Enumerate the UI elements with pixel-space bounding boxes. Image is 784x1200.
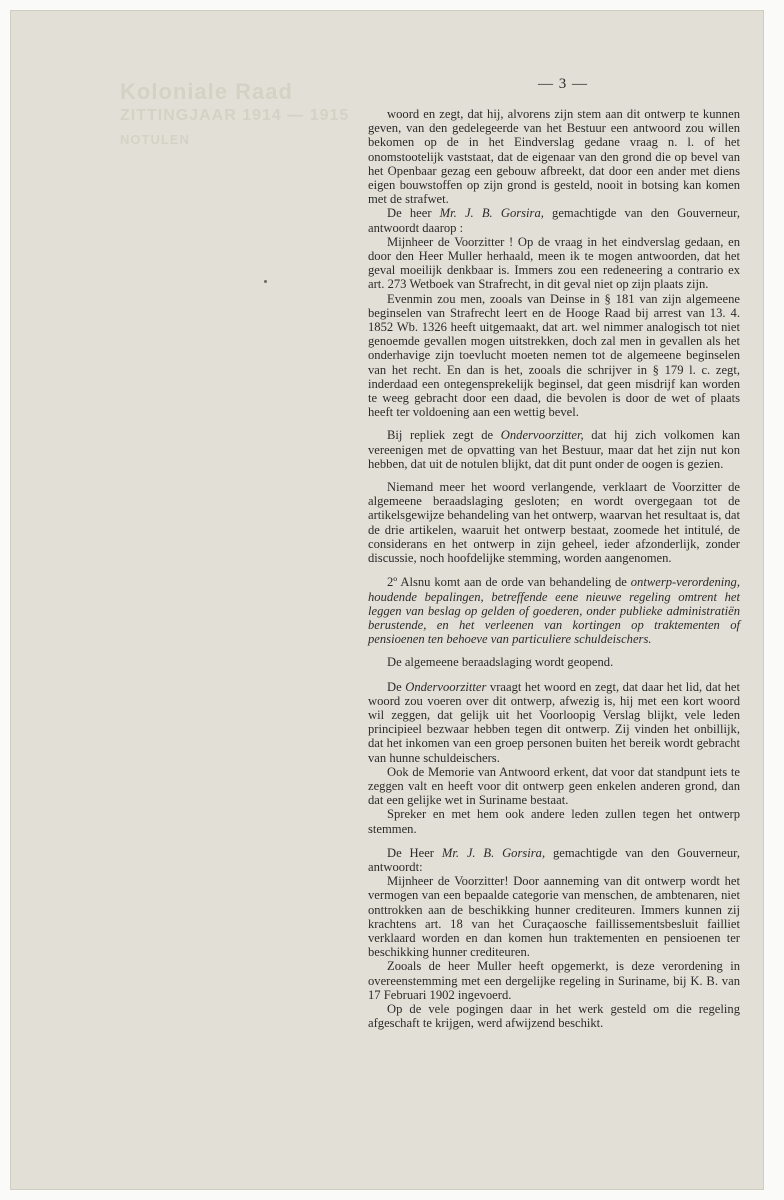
text-run: vraagt het woord en zegt, dat daar het lid, dat het woord zou voeren over dit ontwerp, afwezig is, hij met een kort woord wil zeggen, dat gelijk uit het Voorloopig Verslag blijkt, vele leden principieel bezwaar hebben tegen dit ontwerp. Zij vinden het onbillijk, dat het inkomen van een groep personen buiten het bereik wordt gebracht van hunne schuldeischers.	[368, 679, 740, 765]
italic-run: Ondervoorzitter	[405, 679, 487, 694]
paragraph-p12	[368, 846, 740, 874]
text-run: Mijnheer de Voorzitter! Door aanneming van dit ontwerp wordt het vermogen van een bepaalde categorie van menschen, de ambtenaren, niet onttrokken aan de beschikking hunner crediteuren. Immers kunnen zij krachtens art. 18 van het Curaçaosche faillissementsbesluit failliet verklaard worden en dan komen hun traktementen en pensioenen ter beschikking hunner crediteuren.	[368, 874, 740, 960]
paragraph-p2	[368, 206, 740, 234]
paragraph-p8	[368, 655, 740, 669]
paragraph-p7	[368, 575, 740, 646]
text-run: gemachtigde van den Gouverneur, antwoordt:	[368, 845, 741, 874]
text-run: Mijnheer de Voorzitter ! Op de vraag in het eindverslag gedaan, en door den Heer Muller herhaald, meen ik te mogen antwoorden, dat het geval moeilijk denkbaar is. Immers zou een redeneering a contrario ex art. 273 Wetboek van Strafrecht, in dit geval niet op zijn plaats zijn.	[368, 234, 740, 292]
paragraph-p4	[368, 292, 740, 420]
text-run: woord en zegt, dat hij, alvorens zijn stem aan dit ontwerp te kunnen geven, van den gedelegeerde van het Bestuur een antwoord zou willen bekomen op de in het Eindverslag gedane vraag n. l. of het onomstootelijk vaststaat, dat de eigenaar van den grond die op bevel van het Openbaar gezag een gebouw afbreekt, dat door een ander met diens eigen bouwstoffen op zijn grond is gesteld, nooit in botsing kan komen met de strafwet.	[368, 107, 740, 207]
text-run: De algemeene beraadslaging wordt geopend.	[387, 655, 614, 670]
bleed-line-2: ZITTINGJAAR 1914 — 1915	[120, 107, 350, 124]
italic-run: Mr. J. B. Gorsira,	[439, 206, 544, 221]
paragraph-p15	[368, 1002, 740, 1030]
text-run: Zooals de heer Muller heeft opgemerkt, is deze verordening in overeenstemming met een dergelijke regeling in Suriname, bij K. B. van 17 Februari 1902 ingevoerd.	[368, 959, 740, 1002]
text-run: dat hij zich volkomen kan vereenigen met de opvatting van het Bestuur, maar dat het zijn nut kon hebben, dat uit de notulen blijkt, dat dit punt onder de oogen is gezien.	[368, 428, 741, 471]
paragraph-p11	[368, 807, 740, 835]
paragraph-p1	[368, 107, 740, 206]
italic-run: Ondervoorzitter,	[500, 428, 584, 443]
italic-run: Mr. J. B. Gorsira,	[441, 845, 546, 860]
paragraph-p9	[368, 680, 740, 765]
text-run: De heer	[387, 206, 440, 221]
bleed-line-3: NOTULEN	[120, 132, 190, 147]
italic-run: ontwerp-verordening, houdende bepalingen, betreffende eene nieuwe regeling omtrent het leggen van beslag op gelden of goederen, onder publieke administratiën berustende, en het verleenen van kortingen op traktementen of pensioenen ten behoeve van particuliere schuldeischers.	[368, 575, 740, 647]
text-run: De	[387, 679, 406, 694]
text-run: Bij repliek zegt de	[387, 428, 501, 443]
paragraph-p10	[368, 765, 740, 808]
text-run: 2º Alsnu komt aan de orde van behandeling de	[387, 575, 631, 590]
text-run: Niemand meer het woord verlangende, verklaart de Voorzitter de algemeene beraadslaging gesloten; en wordt overgegaan tot de artikelsgewijze behandeling van het ontwerp, waarvan het resultaat is, dat de drie artikelen, waaruit het ontwerp bestaat, zoomede het intitulé, de considerans en het ontwerp in zijn geheel, ieder afzonderlijk, zonder discussie, noch hoofdelijke stemming, worden aangenomen.	[368, 480, 740, 566]
bleed-line-1: Koloniale Raad	[120, 79, 293, 104]
paragraph-p13	[368, 874, 740, 959]
text-run: De Heer	[387, 845, 442, 860]
text-run: Ook de Memorie van Antwoord erkent, dat voor dat standpunt iets te zeggen valt en heeft voor dit ontwerp geen enkelen anderen grond, dan dat een gelijke wet in Suriname bestaat.	[368, 764, 740, 808]
paper-speck	[264, 280, 267, 283]
paragraph-p5	[368, 428, 740, 471]
text-run: Spreker en met hem ook andere leden zullen tegen het ontwerp stemmen.	[368, 807, 740, 836]
text-run: Op de vele pogingen daar in het werk gesteld om die regeling afgeschaft te krijgen, werd afwijzend beschikt.	[368, 1001, 740, 1031]
body-text	[368, 107, 740, 1030]
text-run: Evenmin zou men, zooals van Deinse in § 181 van zijn algemeene beginselen van Strafrecht leert en de Hooge Raad bij arrest van 13. 4. 1852 Wb. 1326 heeft uitgemaakt, dat art. wel nimmer analogisch tot niet genoemde gevallen mogen uitstrekken, doch zal men in gevallen als het onderhavige zijn toevlucht moeten nemen tot de algemeene beginselen van het recht. En dan is het, zooals die schrijver in § 179 l. c. zegt, inderdaad een ontegensprekelijk beginsel, dat geen misdrijf kan worden te weeg gebracht door een daad, die bevolen is door de wet of plaats heeft ter voldoening aan een wettig bevel.	[368, 291, 740, 420]
bleed-through-text	[120, 80, 349, 152]
page-number: — 3 —	[538, 76, 588, 92]
paragraph-p14	[368, 959, 740, 1002]
paragraph-p3	[368, 235, 740, 292]
paragraph-p6	[368, 480, 740, 565]
text-run: gemachtigde van den Gouverneur, antwoordt daarop :	[368, 206, 740, 235]
